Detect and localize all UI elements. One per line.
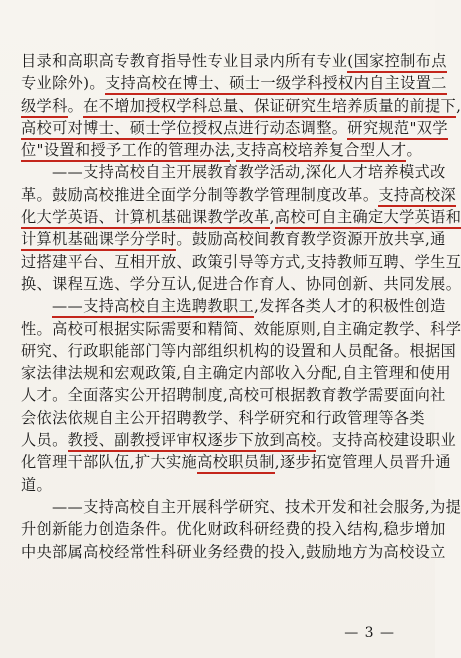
- text-segment: ——支持高校自主开展科学研究、技术开发和社会服务,为提: [52, 497, 461, 516]
- text-line: [21, 184, 457, 206]
- text-line: [21, 295, 446, 317]
- text-segment: 专业除外)。: [21, 74, 105, 93]
- underlined-phrase: 位"设置和授予工作的管理办法: [21, 141, 230, 162]
- text-line: [21, 451, 451, 473]
- underlined-phrase: 在不增加授权学科总量、保证研究生培养质量的前提下: [83, 97, 456, 118]
- text-line: [21, 228, 446, 250]
- text-segment: 升创新能力创造条件。优化财政科研经费的投入结构,稳步增加: [21, 520, 446, 539]
- text-segment: 目录和高职高专教育指导性专业目录内所有专业: [21, 52, 348, 70]
- underlined-phrase: ——支持高校自主选聘教职工: [52, 297, 254, 318]
- text-segment: ——支持高校自主开展教育教学活动,深化人才培养模式改: [52, 163, 446, 182]
- text-segment: ,: [230, 141, 236, 160]
- underlined-phrase: (国家控制布点: [347, 52, 447, 73]
- text-segment: 。支持高校建设职业: [316, 431, 457, 450]
- text-line: [21, 161, 446, 183]
- text-segment: 研究、行政职能部门等内部组织机构的设置和人员配备。根据国: [21, 341, 457, 360]
- text-line: [21, 407, 423, 429]
- text-segment: 。: [67, 96, 84, 115]
- text-segment: 革。鼓励高校推进全面学分制等教学管理制度改革。: [21, 185, 379, 204]
- text-segment: 化管理干部队伍,扩大实施: [21, 453, 198, 472]
- text-line: [21, 139, 423, 161]
- text-line: [21, 518, 446, 540]
- text-segment: 性。高校可根据实际需要和精简、效能原则,自主确定教学、科学: [21, 319, 461, 338]
- text-segment: 中央部属高校经常性科研业务经费的投入,鼓励地方为高校设立: [21, 542, 446, 561]
- text-segment: 会依法依规自主公开招聘教学、科学研究和行政管理等各类: [21, 408, 425, 427]
- underlined-phrase: 化大学英语、计算机基础课教学改革: [21, 208, 270, 229]
- text-segment: 换、课程互选、学分互认,促进合作育人、协同创新、共同发展。: [21, 274, 461, 293]
- underlined-phrase: 计算机基础课学分学时: [21, 230, 176, 251]
- text-line: [21, 362, 451, 384]
- body-text: [21, 50, 461, 563]
- underlined-phrase: 研究规范"双学: [347, 119, 448, 140]
- text-segment: 道。: [21, 475, 53, 494]
- text-segment: 。鼓励高校间教育教学资源开放共享,通: [176, 230, 446, 249]
- text-line: [21, 541, 446, 563]
- text-line: [21, 50, 447, 72]
- underlined-phrase: 支持高校在博士、硕士一级学科授权内自主设置二: [105, 74, 447, 95]
- text-segment: ,: [269, 208, 275, 227]
- text-line: [21, 206, 461, 228]
- text-segment: ,逐步拓宽管理人员晋升通: [274, 453, 451, 472]
- text-segment: 人员。: [21, 431, 68, 450]
- text-line: [21, 474, 423, 496]
- text-line: [21, 429, 457, 451]
- text-segment: 过搭建平台、互相开放、政策引导等方式,支持教师互聘、学生互: [21, 252, 461, 271]
- text-line: [21, 496, 461, 518]
- underlined-phrase: 支持高校深: [378, 186, 456, 207]
- text-line: [21, 384, 446, 406]
- text-line: [21, 251, 461, 273]
- text-segment: 。: [331, 118, 348, 137]
- text-line: [21, 95, 461, 117]
- underlined-phrase: 级学科: [21, 97, 68, 118]
- underlined-phrase: 高校可对博士、硕士学位授权点进行动态调整: [21, 119, 332, 140]
- text-segment: 人才。全面落实公开招聘制度,高校可根据教育教学需要面向社: [21, 386, 446, 405]
- underlined-phrase: 高校可自主确定大学英语和: [275, 208, 461, 229]
- text-line: [21, 340, 457, 362]
- text-segment: 。: [406, 141, 422, 160]
- text-line: [21, 318, 461, 340]
- page-number: — 3 —: [344, 625, 395, 641]
- underlined-phrase: 教授、副教授评审权逐步下放到高校: [68, 431, 317, 452]
- underlined-phrase: 支持高校培养复合型人才: [236, 141, 407, 162]
- underlined-phrase: 高校职员制: [197, 453, 275, 474]
- text-line: [21, 273, 461, 295]
- text-line: [21, 117, 448, 139]
- text-line: [21, 72, 447, 94]
- text-segment: ,: [456, 96, 461, 115]
- text-segment: ,发挥各类人才的积极性创造: [254, 297, 446, 316]
- text-segment: 家法律法规和宏观政策,自主确定内部收入分配,自主管理和使用: [21, 364, 451, 383]
